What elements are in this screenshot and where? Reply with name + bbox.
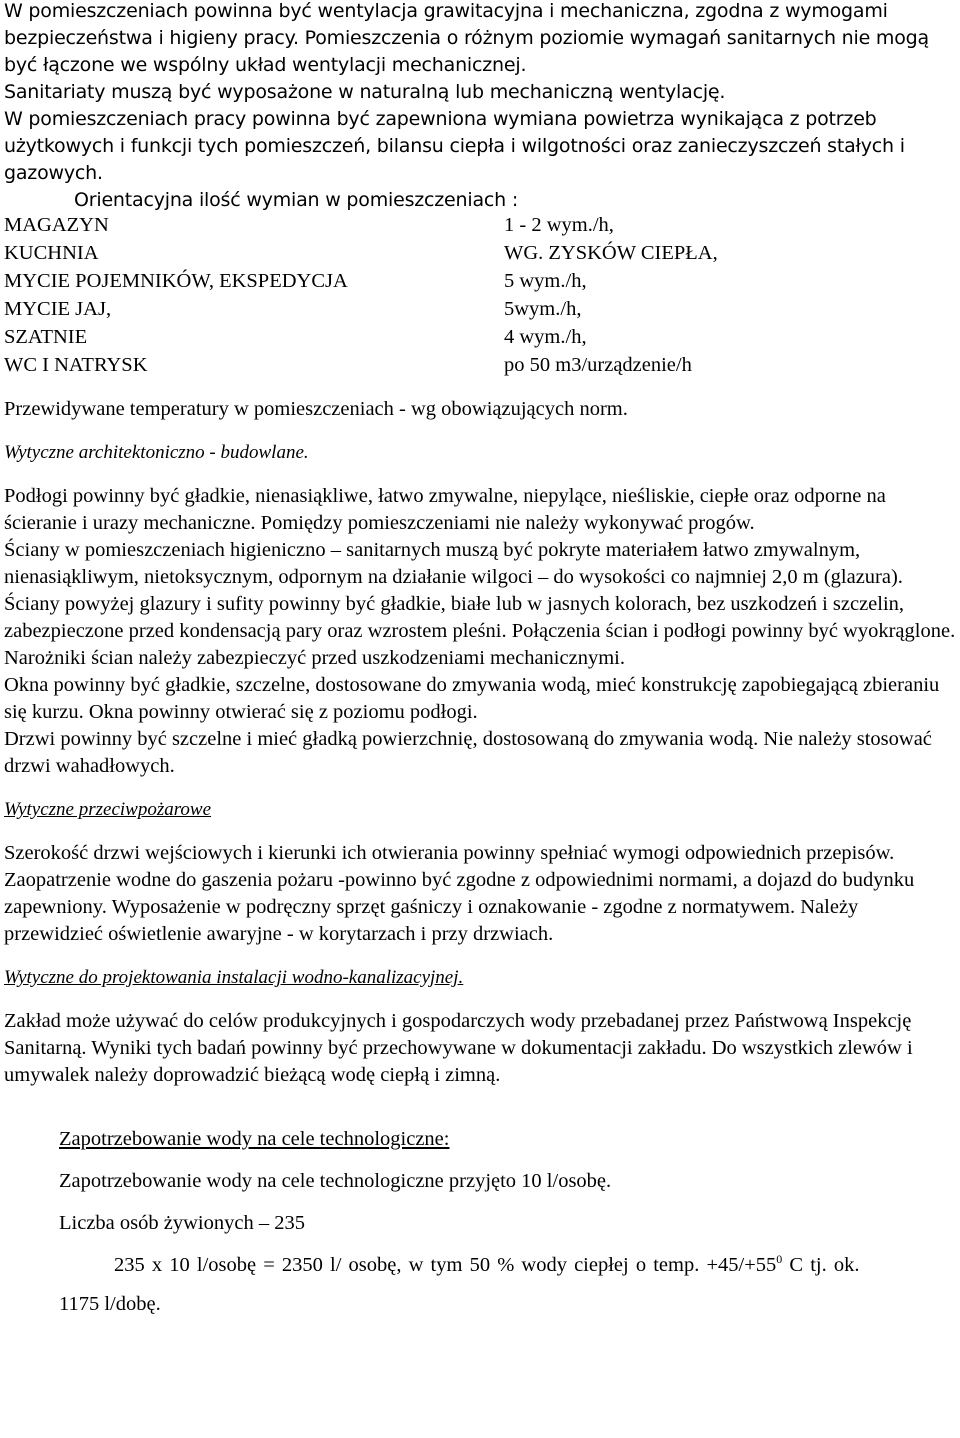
paragraph: Okna powinny być gładkie, szczelne, dostosowane do zmywania wodą, mieć konstrukcję zapobiegającą zbieraniu się kurzu. Okna powinny otwierać się z poziomu podłogi. [4, 674, 940, 723]
fire-section [4, 840, 956, 948]
room-name: KUCHNIA [4, 242, 99, 264]
document-page [4, 0, 956, 1318]
intro-line: być łączone we wspólny układ wentylacji mechanicznej. [4, 54, 527, 76]
intro-line: bezpieczeństwa i higieny pracy. Pomieszczenia o różnym poziomie wymagań sanitarnych nie mogą [4, 27, 929, 49]
paragraph: Drzwi powinny być szczelne i mieć gładką powierzchnię, dostosowaną do zmywania wodą. Nie należy stosować drzwi wahadłowych. [4, 728, 932, 777]
exchange-rate: WG. ZYSKÓW CIEPŁA, [504, 242, 718, 264]
room-name: SZATNIE [4, 326, 88, 348]
architecture-section [4, 483, 956, 780]
exchange-rate: 5wym./h, [504, 298, 582, 320]
section-heading-architecture: Wytyczne architektoniczno - budowlane. [4, 442, 309, 463]
paragraph: Szerokość drzwi wejściowych i kierunki ich otwierania powinny spełniać wymogi odpowiednich przepisów. Zaopatrzenie wodne do gaszenia pożaru -powinno być zgodne z odpowiednimi normami, a dojazd do budynku zapewniony. Wyposażenie w podręczny sprzęt gaśniczy i oznakowanie - zgodne z normatywem. Należy przewidzieć oświetlenie awaryjne - w korytarzach i przy drzwiach. [4, 842, 915, 945]
room-name: MAGAZYN [4, 214, 109, 236]
air-exchange-row [4, 242, 718, 270]
section-heading-fire: Wytyczne przeciwpożarowe [4, 799, 212, 820]
degree-superscript: 0 [776, 1252, 783, 1266]
air-exchange-row [4, 354, 718, 382]
room-name: MYCIE POJEMNIKÓW, EKSPEDYCJA [4, 270, 348, 292]
calc-main: 235 x 10 l/osobę = 2350 l/ osobę, w tym 50 % wody ciepłej o temp. +45/+55 [114, 1254, 777, 1276]
intro-line: Sanitariaty muszą być wyposażone w naturalną lub mechaniczną wentylację. [4, 81, 726, 103]
temperatures-note: Przewidywane temperatury w pomieszczeniach - wg obowiązujących norm. [4, 398, 628, 420]
air-exchange-row [4, 326, 718, 354]
water-calculation [4, 1251, 956, 1279]
air-exchange-row [4, 270, 718, 298]
calc-tail: C tj. ok. [782, 1254, 860, 1276]
water-demand-assumed: Zapotrzebowanie wody na cele technologiczne przyjęto 10 l/osobę. [59, 1170, 612, 1192]
air-exchange-row [4, 214, 718, 242]
ventilation-intro [4, 0, 956, 214]
water-demand-heading: Zapotrzebowanie wody na cele technologiczne: [59, 1128, 450, 1150]
air-exchange-paragraph: W pomieszczeniach pracy powinna być zapewniona wymiana powietrza wynikająca z potrzeb użytkowych i funkcji tych pomieszczeń, bilansu ciepła i wilgotności oraz zanieczyszczeń stałych i gazowych. [4, 108, 905, 184]
exchange-rate: po 50 m3/urządzenie/h [504, 354, 692, 376]
persons-fed: Liczba osób żywionych – 235 [59, 1212, 305, 1234]
room-name: MYCIE JAJ, [4, 298, 112, 320]
orientation-label: Orientacyjna ilość wymian w pomieszczeniach : [74, 189, 519, 211]
intro-line: W pomieszczeniach powinna być wentylacja grawitacyjna i mechaniczna, zgodna z wymogami [4, 0, 888, 22]
exchange-rate: 1 - 2 wym./h, [504, 214, 614, 236]
water-section [4, 1008, 956, 1089]
paragraph: Zakład może używać do celów produkcyjnych i gospodarczych wody przebadanej przez Państwową Inspekcję Sanitarną. Wyniki tych badań powinny być przechowywane w dokumentacji zakładu. Do wszystkich zlewów i umywalek należy doprowadzić bieżącą wodę ciepłą i zimną. [4, 1010, 913, 1086]
section-heading-water: Wytyczne do projektowania instalacji wodno-kanalizacyjnej. [4, 967, 464, 988]
room-name: WC I NATRYSK [4, 354, 148, 376]
air-exchange-row [4, 298, 718, 326]
paragraph: Ściany w pomieszczeniach higieniczno – sanitarnych muszą być pokryte materiałem łatwo zmywalnym, nienasiąkliwym, nietoksycznym, odpornym na działanie wilgoci – do wysokości co najmniej 2,0 m (glazura). Ściany powyżej glazury i sufity powinny być gładkie, białe lub w jasnych kolorach, bez uszkodzeń i szczelin, zabezpieczone przed kondensacją pary oraz wzrostem pleśni. Połączenia ścian i podłogi powinny być wyokrąglone. Narożniki ścian należy zabezpieczyć przed uszkodzeniami mechanicznymi. [4, 539, 956, 669]
air-exchange-table [4, 214, 718, 382]
paragraph: Podłogi powinny być gładkie, nienasiąkliwe, łatwo zmywalne, niepylące, nieśliskie, ciepłe oraz odporne na ścieranie i urazy mechaniczne. Pomiędzy pomieszczeniami nie należy wykonywać progów. [4, 485, 886, 534]
water-calculation-result: 1175 l/dobę. [59, 1293, 161, 1315]
water-demand-section [4, 1125, 956, 1251]
exchange-rate: 5 wym./h, [504, 270, 587, 292]
exchange-rate: 4 wym./h, [504, 326, 587, 348]
